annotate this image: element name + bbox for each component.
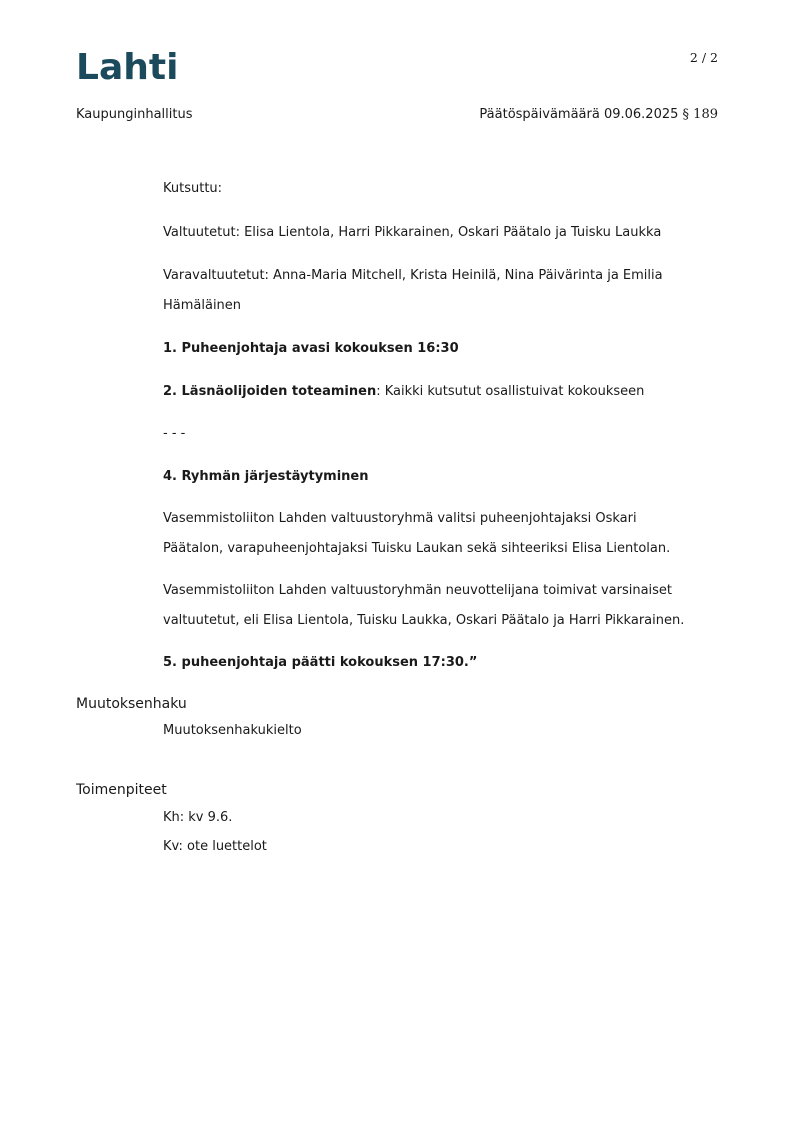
paragraph-2-line-2: valtuutetut, eli Elisa Lientola, Tuisku Laukka, Oskari Päätalo ja Harri Pikkarainen. xyxy=(163,612,685,628)
paragraph-2-line-1: Vasemmistoliiton Lahden valtuustoryhmän neuvottelijana toimivat varsinaiset xyxy=(163,583,673,598)
actions-heading: Toimenpiteet xyxy=(76,782,167,798)
section-number: § 189 xyxy=(682,107,718,122)
lahti-logo xyxy=(76,44,179,88)
item-4: 4. Ryhmän järjestäytyminen xyxy=(163,468,369,484)
appeal-text: Muutoksenhakukielto xyxy=(163,723,302,738)
organization-name: Kaupunginhallitus xyxy=(76,107,193,122)
item-1: 1. Puheenjohtaja avasi kokouksen 16:30 xyxy=(163,341,459,356)
item-2 xyxy=(163,377,723,407)
deputies-line-1: Varavaltuutetut: Anna-Maria Mitchell, Krista Heinilä, Nina Päivärinta ja Emilia xyxy=(163,268,663,283)
decision-date-label: Päätöspäivämäärä 09.06.2025 xyxy=(479,107,679,122)
actions-line-1: Kh: kv 9.6. xyxy=(163,810,233,825)
actions-line-2: Kv: ote luettelot xyxy=(163,839,267,854)
item-2-text: : Kaikki kutsutut osallistuivat kokoukseen xyxy=(376,383,645,399)
appeal-heading: Muutoksenhaku xyxy=(76,696,187,712)
separator: - - - xyxy=(163,426,186,441)
paragraph-1-line-2: Päätalon, varapuheenjohtajaksi Tuisku Laukan sekä sihteeriksi Elisa Lientolan. xyxy=(163,540,671,556)
delegates-line: Valtuutetut: Elisa Lientola, Harri Pikkarainen, Oskari Päätalo ja Tuisku Laukka xyxy=(163,224,662,240)
paragraph-1-line-1: Vasemmistoliiton Lahden valtuustoryhmä valitsi puheenjohtajaksi Oskari xyxy=(163,511,637,526)
item-5: 5. puheenjohtaja päätti kokouksen 17:30.” xyxy=(163,655,478,670)
decision-date xyxy=(479,107,718,122)
decision-body xyxy=(163,174,723,678)
invited-label: Kutsuttu: xyxy=(163,181,223,196)
deputies-line-2: Hämäläinen xyxy=(163,297,242,313)
page-number: 2 / 2 xyxy=(689,50,718,65)
svg-text:Lahti: Lahti xyxy=(76,47,179,88)
item-2-title: 2. Läsnäolijoiden toteaminen xyxy=(163,383,377,399)
